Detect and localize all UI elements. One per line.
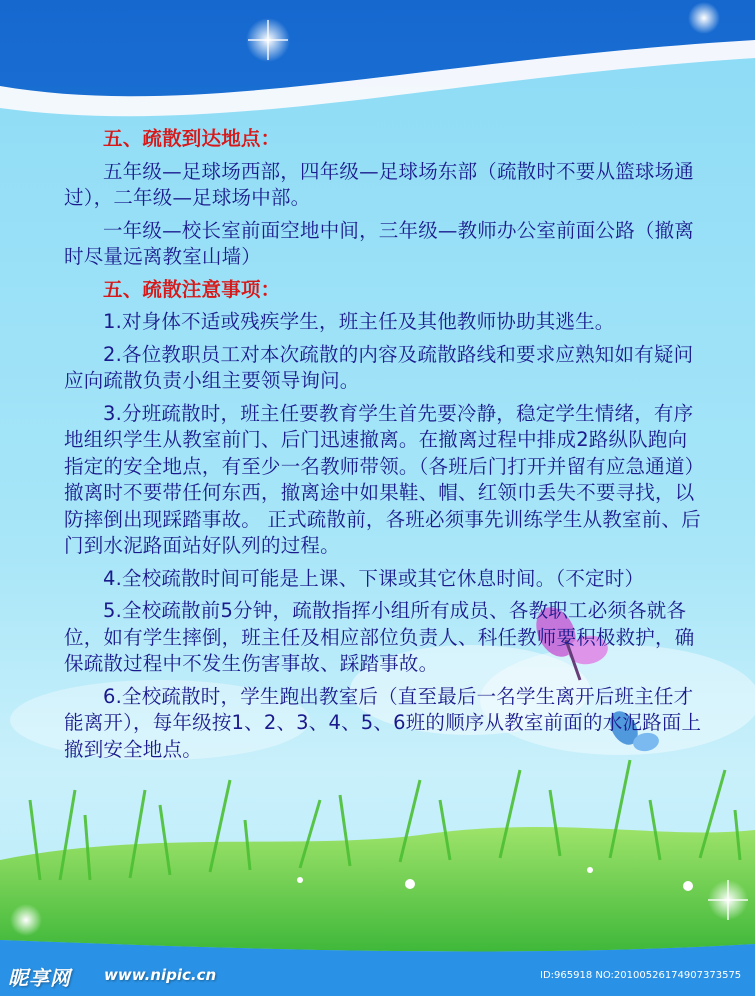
body-paragraph: 一年级—校长室前面空地中间，三年级—教师办公室前面公路（撤离时尽量远离教室山墙） — [64, 218, 695, 268]
poster-text — [64, 126, 704, 769]
body-paragraph: 5.全校疏散前5分钟，疏散指挥小组所有成员、各教职工必须各就各位，如有学生摔倒，班主任及相应部位负责人、科任教师要积极救护，确保疏散过程中不发生伤害事故、踩踏事故。 — [64, 599, 695, 675]
watermark-logo: 昵享网 — [8, 966, 71, 990]
section-heading-precautions: 五、疏散注意事项： — [103, 277, 281, 301]
body-paragraph: 6.全校疏散时，学生跑出教室后（直至最后一名学生离开后班主任才能离开），每年级按1、2、3、4、5、6班的顺序从教室前面的水泥路面上撤到安全地点。 — [64, 684, 702, 761]
body-paragraph: 4.全校疏散时间可能是上课、下课或其它休息时间。（不定时） — [103, 566, 645, 590]
body-paragraph: 五年级—足球场西部，四年级—足球场东部（疏散时不要从篮球场通过），二年级—足球场中部。 — [64, 159, 695, 209]
body-paragraph: 3.分班疏散时，班主任要教育学生首先要冷静，稳定学生情绪，有序地组织学生从教室前门、后门迅速撤离。在撤离过程中排成2路纵队跑向指定的安全地点，有至少一名教师带领。（各班后门打开并留有应急通道）撤离时不要带任何东西，撤离途中如果鞋、帽、红领巾丢失不要寻找，以防摔倒出现踩踏事故。 正式疏散前，各班必须事先训练学生从教室前、后门到水泥路面站好队列的过程。 — [64, 401, 701, 557]
body-paragraph: 1.对身体不适或残疾学生，班主任及其他教师协助其逃生。 — [103, 310, 615, 333]
watermark-url: www.nipic.cn — [104, 966, 217, 984]
section-heading-assembly-points: 五、疏散到达地点： — [103, 127, 281, 150]
body-paragraph: 2.各位教职员工对本次疏散的内容及疏散路线和要求应熟知如有疑问应向疏散负责小组主要领导询问。 — [64, 342, 694, 392]
watermark-id: ID:965918 NO:20100526174907373575 — [540, 970, 742, 981]
